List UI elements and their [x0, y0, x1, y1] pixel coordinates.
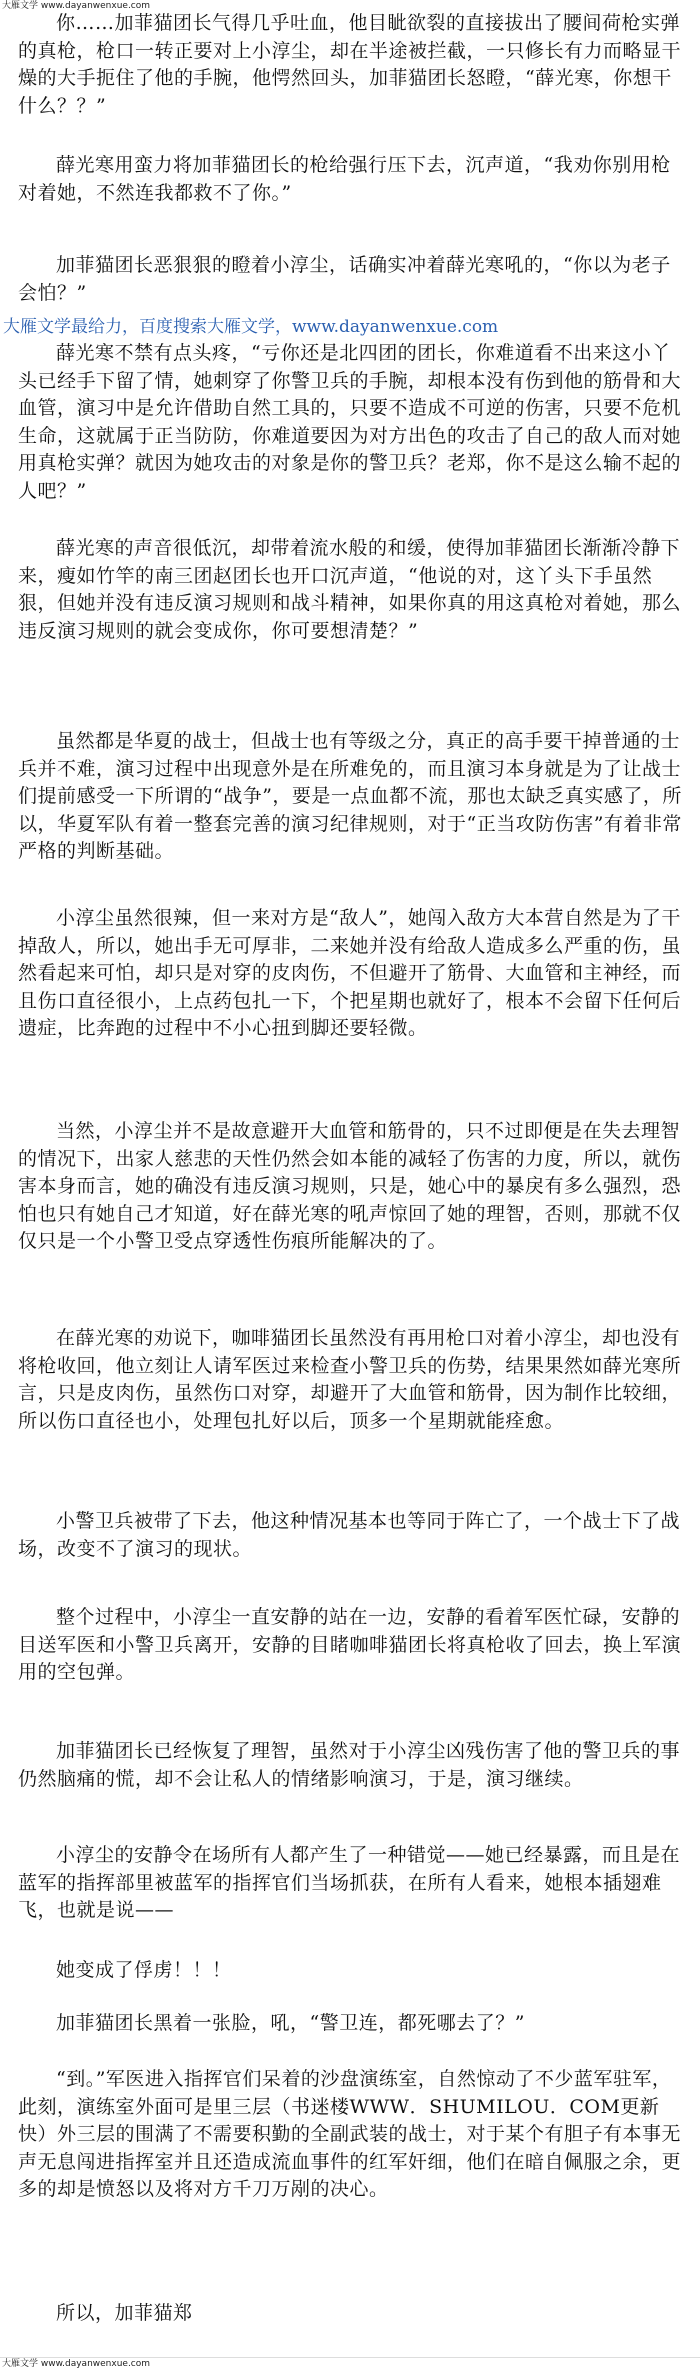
paragraph-2: 薛光寒用蛮力将加菲猫团长的枪给强行压下去，沉声道，“我劝你别用枪对着她，不然连我都救不了你。”: [18, 154, 671, 204]
paragraph-14: 她变成了俘虏！！！: [56, 1959, 232, 1981]
paragraph-1: 你……加菲猫团长气得几乎吐血，他目眦欲裂的直接拔出了腰间荷枪实弹的真枪，枪口一转正要对上小淳尘，却在半途被拦截，一只修长有力而略显干燥的大手扼住了他的手腕，他愕然回头，加菲猫团长怒瞪，“薛光寒，你想干什么？？”: [18, 12, 682, 117]
paragraph-15: 加菲猫团长黑着一张脸，吼，“警卫连，都死哪去了？”: [56, 2012, 525, 2034]
paragraph-6: 虽然都是华夏的战士，但战士也有等级之分，真正的高手要干掉普通的士兵并不难，演习过程中出现意外是在所难免的，而且演习本身就是为了让战士们提前感受一下所谓的“战争”，要是一点血都不流，那也太缺乏真实感了，所以，华夏军队有着一整套完善的演习纪律规则，对于“正当攻防伤害”有着非常严格的判断基础。: [18, 730, 682, 862]
paragraph-10: 小警卫兵被带了下去，他这种情况基本也等同于阵亡了，一个战士下了战场，改变不了演习的现状。: [18, 1510, 681, 1560]
paragraph-13: 小淳尘的安静令在场所有人都产生了一种错觉——她已经暴露，而且是在蓝军的指挥部里被蓝军的指挥官们当场抓获，在所有人看来，她根本插翅难飞，也就是说——: [18, 1844, 681, 1921]
footer-site-name: 大雁文学: [2, 2359, 39, 2369]
footer-site-url[interactable]: www.dayanwenxue.com: [40, 2359, 151, 2369]
site-url[interactable]: www.dayanwenxue.com: [40, 1, 151, 11]
site-name: 大雁文学: [2, 1, 39, 11]
paragraph-17: 所以，加菲猫郑: [56, 2302, 193, 2324]
paragraph-16: “到。”军医进入指挥官们呆着的沙盘演练室，自然惊动了不少蓝军驻军，此刻，演练室外面可是里三层（书迷楼WWW．SHUMILOU．COM更新快）外三层的围满了不需要积勤的全副武装的战士，对于某个有胆子有本事无声无息闯进指挥室并且还造成流血事件的红军奸细，他们在暗自佩服之余，更多的却是愤怒以及将对方千刀万剐的决心。: [18, 2068, 682, 2200]
paragraph-11: 整个过程中，小淳尘一直安静的站在一边，安静的看着军医忙碌，安静的目送军医和小警卫兵离开，安静的目睹咖啡猫团长将真枪收了回去，换上军演用的空包弹。: [18, 1606, 682, 1683]
paragraph-4: 薛光寒不禁有点头疼，“亏你还是北四团的团长，你难道看不出来这小丫头已经手下留了情，她刺穿了你警卫兵的手腕，却根本没有伤到他的筋骨和大血管，演习中是允许借助自然工具的，只要不造成不可逆的伤害，只要不危机生命，这就属于正当防防，你难道要因为对方出色的攻击了自己的敌人而对她用真枪实弹？就因为她攻击的对象是你的警卫兵？老郑，你不是这么输不起的人吧？”: [18, 342, 682, 502]
paragraph-9: 在薛光寒的劝说下，咖啡猫团长虽然没有再用枪口对着小淳尘，却也没有将枪收回，他立刻让人请军医过来检查小警卫兵的伤势，结果果然如薛光寒所言，只是皮肉伤，虽然伤口对穿，却避开了大血管和筋骨，因为制作比较细，所以伤口直径也小，处理包扎好以后，顶多一个星期就能痊愈。: [18, 1327, 682, 1432]
site-footer: [0, 2357, 700, 2371]
paragraph-7: 小淳尘虽然很辣，但一来对方是“敌人”，她闯入敌方大本营自然是为了干掉敌人，所以，她出手无可厚非，二来她并没有给敌人造成多么严重的伤，虽然看起来可怕，却只是对穿的皮肉伤，不但避开了筋骨、大血管和主神经，而且伤口直径很小，上点药包扎一下，个把星期也就好了，根本不会留下任何后遗症，比奔跑的过程中不小心扭到脚还要轻微。: [18, 907, 682, 1039]
paragraph-12: 加菲猫团长已经恢复了理智，虽然对于小淳尘凶残伤害了他的警卫兵的事仍然脑痛的慌，却不会让私人的情绪影响演习，于是，演习继续。: [18, 1740, 681, 1790]
paragraph-8: 当然，小淳尘并不是故意避开大血管和筋骨的，只不过即便是在失去理智的情况下，出家人慈悲的天性仍然会如本能的减轻了伤害的力度，所以，就伤害本身而言，她的确没有违反演习规则，只是，她心中的暴戾有多么强烈，恐怕也只有她自己才知道，好在薛光寒的吼声惊回了她的理智，否则，那就不仅仅只是一个小警卫受点穿透性伤痕所能解决的了。: [18, 1120, 682, 1252]
paragraph-5: 薛光寒的声音很低沉，却带着流水般的和缓，使得加菲猫团长渐渐冷静下来，瘦如竹竿的南三团赵团长也开口沉声道，“他说的对，这丫头下手虽然狠，但她并没有违反演习规则和战斗精神，如果你真的用这真枪对着她，那么违反演习规则的就会变成你，你可要想清楚？”: [18, 537, 682, 642]
paragraph-3: 加菲猫团长恶狠狠的瞪着小淳尘，话确实冲着薛光寒吼的，“你以为老子会怕？”: [18, 254, 671, 304]
site-watermark: 大雁文学最给力，百度搜索大雁文学，www.dayanwenxue.com: [3, 317, 499, 337]
